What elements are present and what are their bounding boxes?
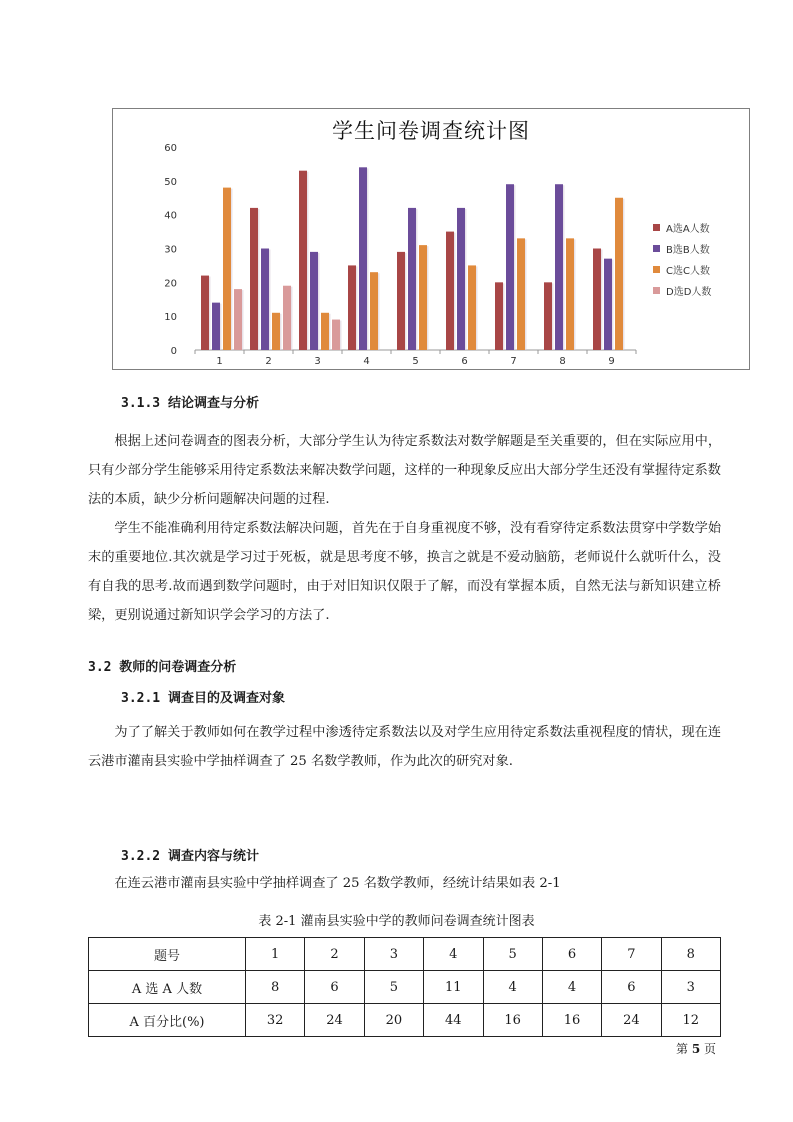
x-tick-label: 8 (559, 356, 566, 367)
table-cell: 5 (364, 971, 423, 1004)
table-cell: 44 (424, 1004, 483, 1037)
bar-2 (212, 303, 220, 350)
chart-title: 学生问卷调查统计图 (332, 119, 530, 143)
legend-swatch (653, 245, 660, 252)
bar-2 (604, 259, 612, 350)
legend-label: A选A人数 (666, 224, 710, 235)
chart-legend (653, 217, 711, 301)
y-tick-label: 40 (164, 210, 177, 222)
y-tick-label: 60 (164, 143, 177, 154)
paragraph: 根据上述问卷调查的图表分析，大部分学生认为待定系数法对数学解题是至关重要的，但在实际应用中，只有少部分学生能够采用待定系数法来解决数学问题，这样的一种现象反应出大部分学生还没有掌握待定系数法的本质，缺少分析问题解决问题的过程. (88, 434, 722, 507)
bar-2 (555, 184, 563, 350)
bar-3 (615, 198, 623, 350)
table-cell: 12 (661, 1004, 720, 1037)
y-tick-label: 50 (164, 176, 177, 188)
table-row-label: 题号 (89, 938, 246, 971)
bar-1 (593, 249, 601, 351)
x-tick-label: 2 (265, 356, 272, 367)
bar-1 (397, 252, 405, 350)
table-cell: 6 (542, 938, 601, 971)
bar-2 (506, 184, 514, 350)
table-cell: 3 (661, 971, 720, 1004)
legend-label: D选D人数 (666, 287, 712, 298)
bar-3 (566, 238, 574, 350)
bar-2 (408, 208, 416, 350)
legend-label: C选C人数 (666, 266, 710, 277)
bar-1 (544, 282, 552, 350)
bar-2 (261, 249, 269, 351)
data-table (88, 937, 721, 1037)
bar-1 (348, 265, 356, 350)
x-tick-label: 3 (314, 356, 321, 367)
bar-1 (495, 282, 503, 350)
table-cell: 4 (483, 971, 542, 1004)
table-cell: 11 (424, 971, 483, 1004)
table-row-label: A 百分比(%) (89, 1004, 246, 1037)
table-caption: 表 2-1 灌南县实验中学的教师问卷调查统计图表 (258, 914, 535, 929)
paragraph: 学生不能准确利用待定系数法解决问题，首先在于自身重视度不够，没有看穿待定系数法贯穿中学数学始末的重要地位.其次就是学习过于死板，就是思考度不够，换言之就是不爱动脑筋，老师说什么就听什么，没有自我的思考.故而遇到数学问题时，由于对旧知识仅限于了解，而没有掌握本质，自然无法与新知识建立桥梁，更别说通过新知识学会学习的方法了. (88, 521, 722, 623)
x-tick-label: 5 (412, 356, 419, 367)
page-suffix: 页 (704, 1042, 717, 1056)
paragraph: 在连云港市灌南县实验中学抽样调查了 25 名数学教师，经统计结果如表 2-1 (114, 876, 561, 891)
bar-3 (419, 245, 427, 350)
bar-3 (321, 313, 329, 350)
table-cell: 8 (246, 971, 305, 1004)
table-row (89, 938, 721, 971)
table-cell: 7 (602, 938, 661, 971)
bar-1 (201, 276, 209, 350)
page-prefix: 第 (676, 1042, 689, 1056)
table-cell: 5 (483, 938, 542, 971)
y-tick-label: 30 (164, 244, 177, 256)
legend-item (653, 280, 711, 301)
table-cell: 6 (305, 971, 364, 1004)
table-cell: 16 (542, 1004, 601, 1037)
table-cell: 24 (602, 1004, 661, 1037)
bar-2 (359, 167, 367, 350)
legend-swatch (653, 266, 660, 273)
table-cell: 3 (364, 938, 423, 971)
paragraph-block-3-1-3 (88, 427, 721, 630)
paragraph: 为了了解关于教师如何在教学过程中渗透待定系数法以及对学生应用待定系数法重视程度的情状，现在连云港市灌南县实验中学抽样调查了 25 名数学教师，作为此次的研究对象. (88, 725, 722, 769)
section-heading-3-1-3: 3.1.3 结论调查与分析 (121, 396, 259, 411)
x-tick-label: 4 (363, 356, 370, 367)
legend-swatch (653, 224, 660, 231)
x-tick-label: 7 (510, 356, 517, 367)
section-heading-3-2-2: 3.2.2 调查内容与统计 (121, 849, 259, 864)
bar-3 (517, 238, 525, 350)
bar-1 (299, 171, 307, 350)
bar-2 (310, 252, 318, 350)
paragraph-block-3-2-1 (88, 718, 721, 776)
legend-label: B选B人数 (666, 245, 710, 256)
bar-1 (446, 232, 454, 350)
section-heading-3-2-1: 3.2.1 调查目的及调查对象 (121, 691, 285, 706)
bar-4 (234, 289, 242, 350)
x-tick-label: 9 (608, 356, 615, 367)
bar-3 (223, 188, 231, 350)
table-row (89, 1004, 721, 1037)
table-cell: 4 (542, 971, 601, 1004)
table-cell: 16 (483, 1004, 542, 1037)
bar-3 (468, 265, 476, 350)
x-tick-label: 1 (216, 356, 223, 367)
bar-2 (457, 208, 465, 350)
section-heading-3-2: 3.2 教师的问卷调查分析 (88, 660, 237, 675)
table-row (89, 971, 721, 1004)
legend-swatch (653, 287, 660, 294)
bar-3 (272, 313, 280, 350)
table-cell: 6 (602, 971, 661, 1004)
y-tick-label: 10 (164, 312, 177, 324)
page-number-value: 5 (691, 1042, 701, 1056)
legend-item (653, 259, 711, 280)
table-row-label: A 选 A 人数 (89, 971, 246, 1004)
chart-container (112, 108, 750, 370)
paragraph-block-3-2-2 (88, 869, 721, 898)
x-tick-label: 6 (461, 356, 468, 367)
table-cell: 32 (246, 1004, 305, 1037)
bar-1 (250, 208, 258, 350)
legend-item (653, 238, 711, 259)
bar-4 (283, 286, 291, 350)
page-number (676, 1040, 716, 1057)
table-cell: 1 (246, 938, 305, 971)
table-cell: 24 (305, 1004, 364, 1037)
table-cell: 8 (661, 938, 720, 971)
bar-4 (332, 320, 340, 350)
y-tick-label: 0 (170, 346, 177, 357)
bar-3 (370, 272, 378, 350)
y-tick-label: 20 (164, 278, 177, 290)
table-cell: 20 (364, 1004, 423, 1037)
table-cell: 4 (424, 938, 483, 971)
legend-item (653, 217, 711, 238)
table-cell: 2 (305, 938, 364, 971)
